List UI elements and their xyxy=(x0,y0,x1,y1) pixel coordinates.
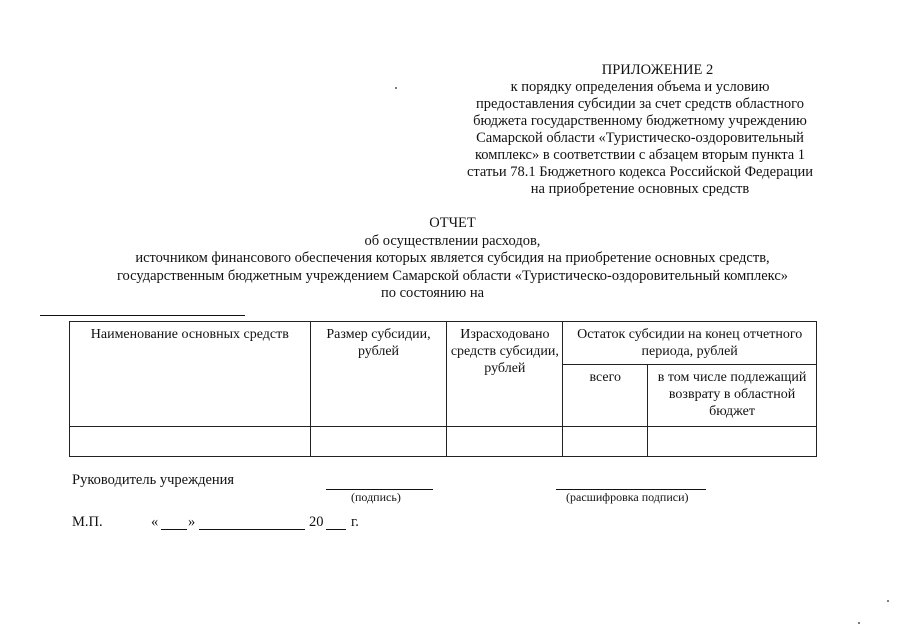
report-date-line xyxy=(40,285,865,316)
cell-remainder-refund[interactable] xyxy=(648,427,817,457)
day-field[interactable] xyxy=(161,515,187,530)
date-prefix: по состоянию на xyxy=(380,285,485,301)
annex-line: Самарской области «Туристическо-оздоровительный xyxy=(476,130,804,146)
annex-line: бюджета государственному бюджетному учреждению xyxy=(473,113,807,129)
report-heading: ОТЧЕТ xyxy=(429,215,476,231)
head-label: Руководитель учреждения xyxy=(72,472,235,488)
header-asset-name: Наименование основных средств xyxy=(70,322,311,427)
signature-line[interactable] xyxy=(326,474,433,490)
header-remainder: Остаток субсидии на конец отчетного периода, рублей xyxy=(563,322,817,365)
header-remainder-refund: в том числе подлежащий возврату в областной бюджет xyxy=(648,365,817,427)
annex-line: к порядку определения объема и условию xyxy=(510,79,770,95)
cell-asset-name[interactable] xyxy=(70,427,311,457)
year-prefix: 20 xyxy=(309,514,324,530)
annex-line: на приобретение основных средств xyxy=(530,181,750,197)
header-subsidy-amount: Размер субсидии, рублей xyxy=(310,322,447,427)
month-field[interactable] xyxy=(199,515,305,530)
date-field[interactable] xyxy=(40,303,245,316)
stamp-label: М.П. xyxy=(72,514,103,530)
report-title xyxy=(40,215,865,316)
scan-speck xyxy=(887,600,889,602)
signature-caption: (подпись) xyxy=(351,490,401,504)
cell-remainder-total[interactable] xyxy=(563,427,648,457)
date-close-quote: » xyxy=(188,514,196,530)
annex-heading: ПРИЛОЖЕНИЕ 2 xyxy=(601,62,714,78)
report-subtitle-line: об осуществлении расходов, xyxy=(364,232,541,249)
annex-block xyxy=(440,62,840,198)
decode-caption: (расшифровка подписи) xyxy=(566,490,689,504)
year-field[interactable] xyxy=(326,515,346,530)
cell-subsidy-amount[interactable] xyxy=(310,427,447,457)
year-suffix: г. xyxy=(351,514,359,530)
header-spent: Израсходовано средств субсидии, рублей xyxy=(447,322,563,427)
annex-line: комплекс» в соответствии с абзацем вторым пункта 1 xyxy=(474,147,806,163)
annex-line: предоставления субсидии за счет средств областного xyxy=(476,96,804,112)
scan-speck xyxy=(858,622,860,624)
date-open-quote: « xyxy=(151,514,159,530)
cell-spent[interactable] xyxy=(447,427,563,457)
annex-line: статьи 78.1 Бюджетного кодекса Российской Федерации xyxy=(466,164,814,180)
report-table xyxy=(69,321,817,457)
signature-decode-line[interactable] xyxy=(556,474,706,490)
scan-speck xyxy=(395,87,397,89)
report-subtitle-line: государственным бюджетным учреждением Самарской области «Туристическо-оздоровительный комплекс» xyxy=(116,267,789,284)
header-remainder-total: всего xyxy=(563,365,648,427)
report-subtitle-line: источником финансового обеспечения которых является субсидия на приобретение основных средств, xyxy=(135,250,770,266)
